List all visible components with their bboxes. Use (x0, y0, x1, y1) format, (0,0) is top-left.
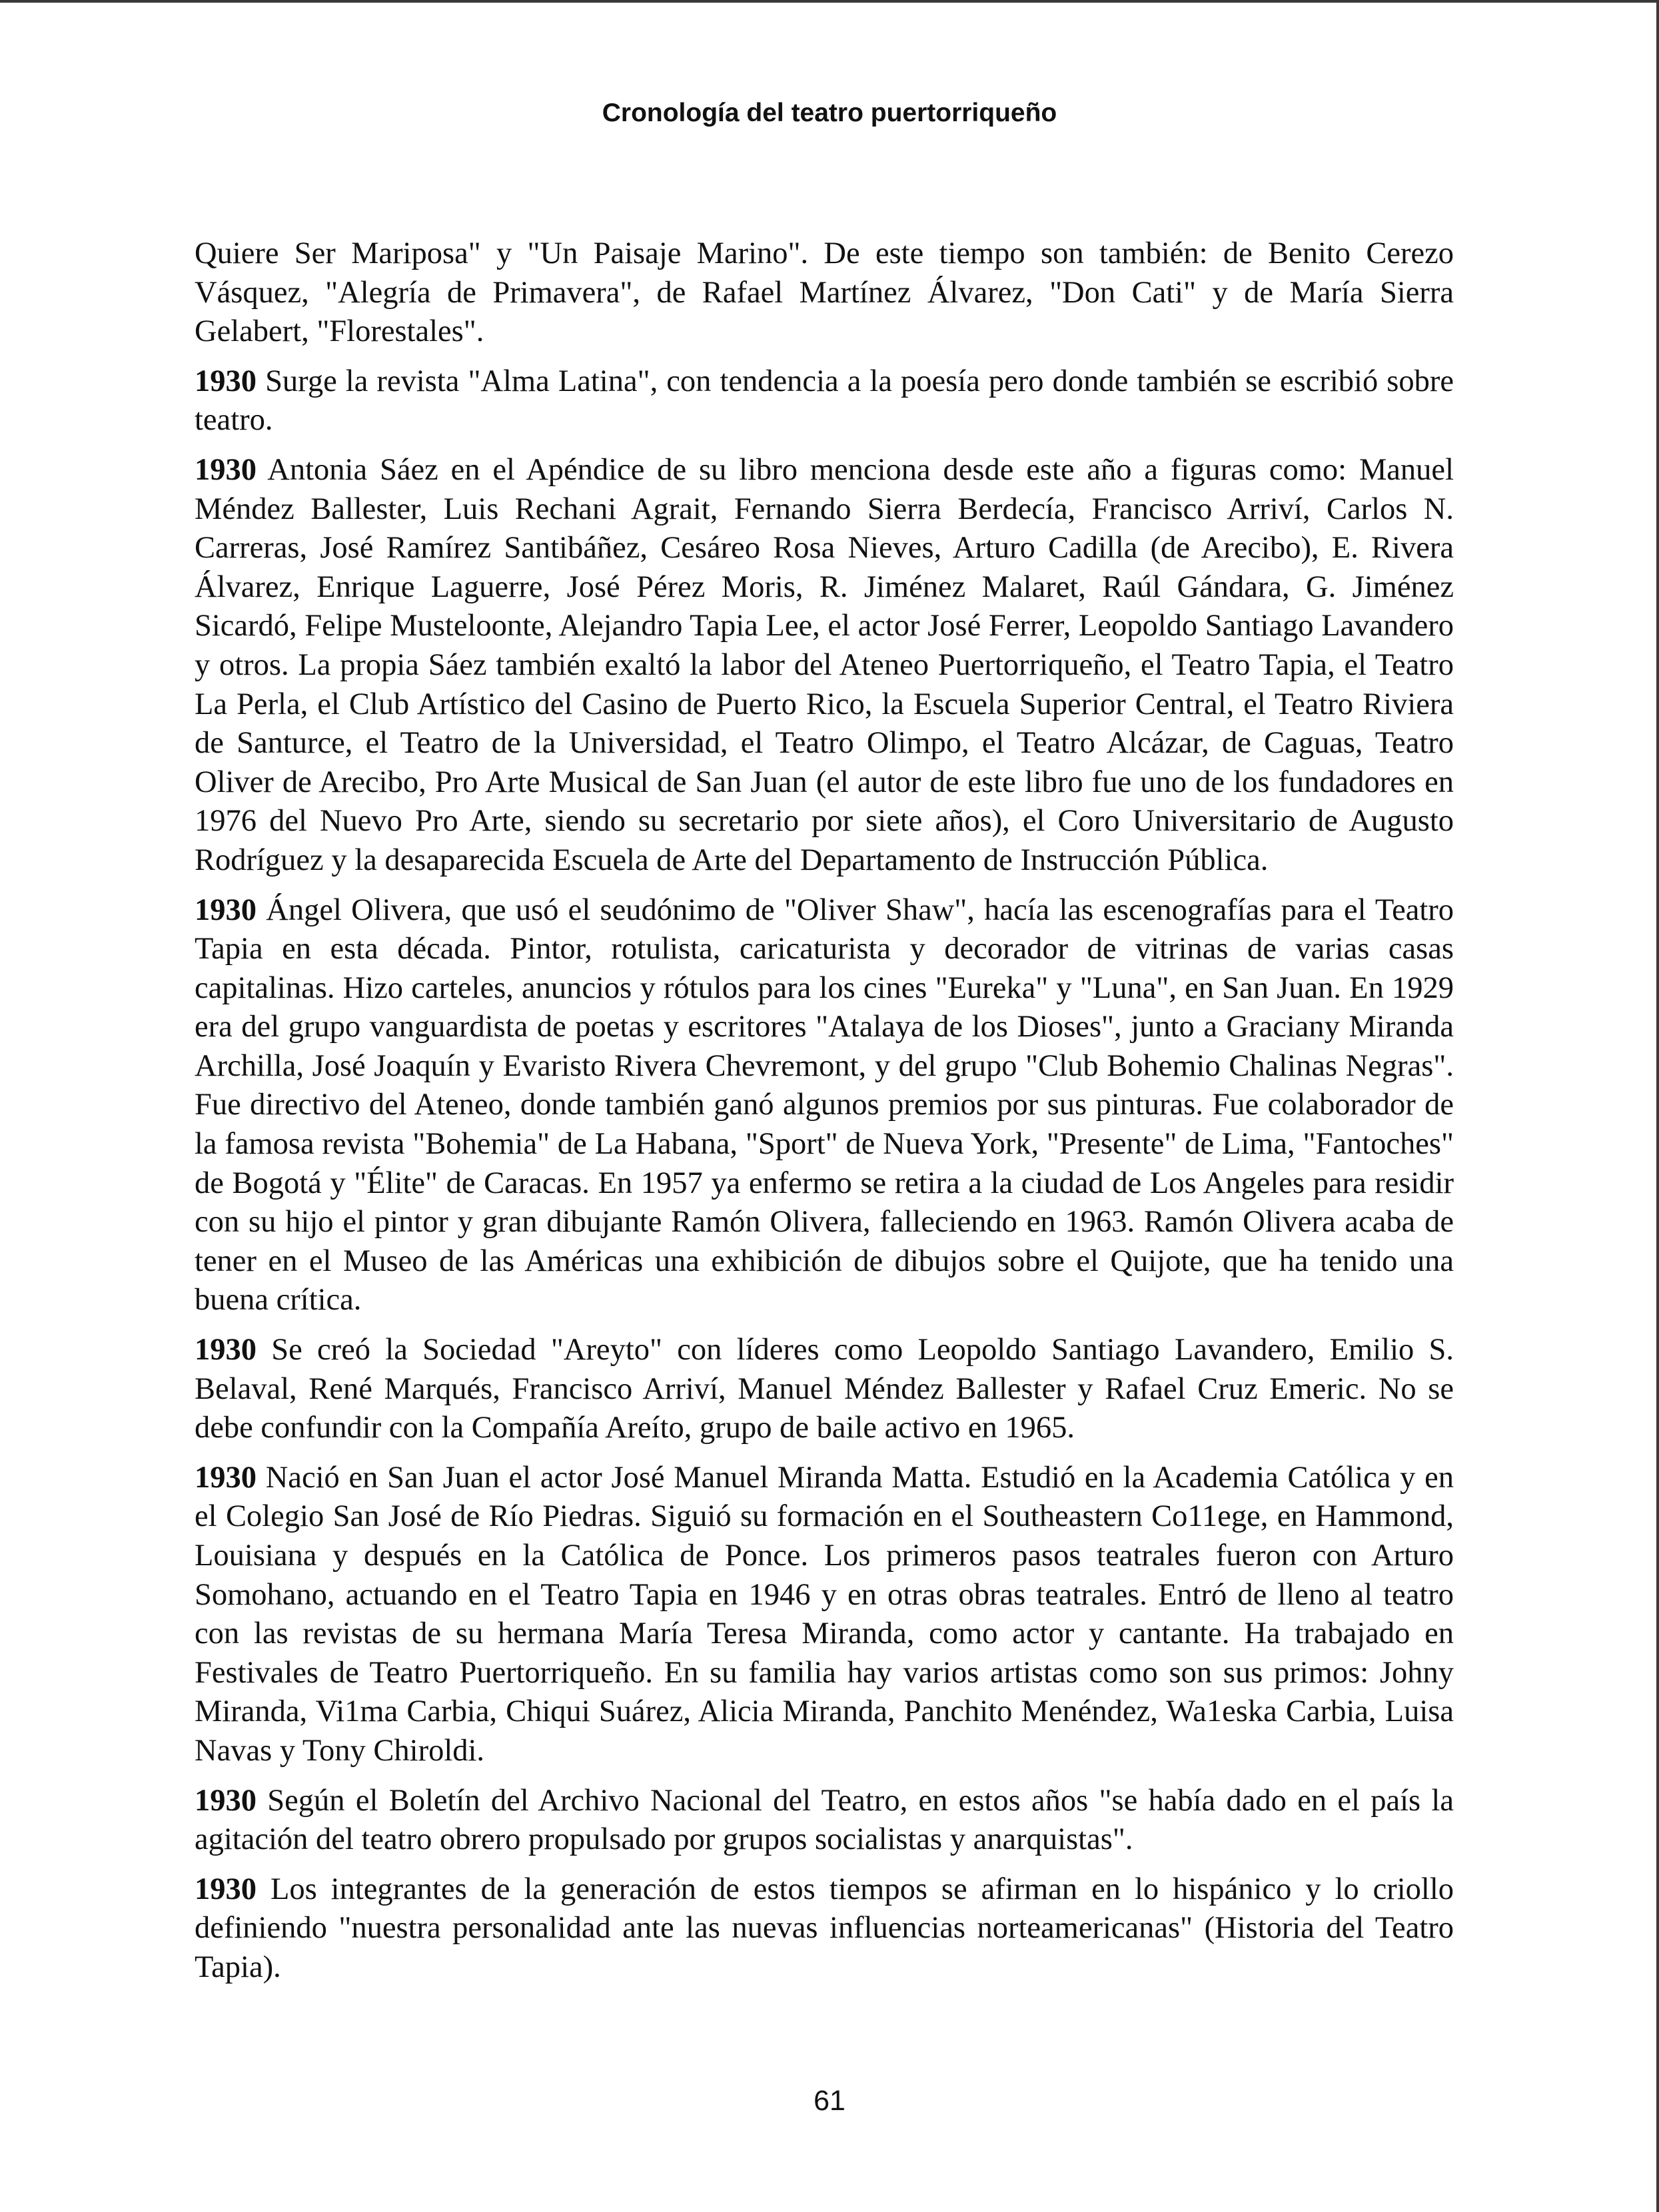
scan-edge-right (1656, 0, 1659, 2212)
page-number: 61 (814, 2085, 845, 2117)
page-body (195, 234, 1454, 1998)
entry-year: 1930 (195, 452, 257, 487)
continuation-paragraph: Quiere Ser Mariposa" y "Un Paisaje Marino". De este tiempo son también: de Benito Cerezo Vásquez, "Alegría de Primavera", de Rafael Martínez Álvarez, "Don Cati" y de María Sierra Gelabert, "Florestales". (195, 236, 1454, 349)
entry-text: Nació en San Juan el actor José Manuel Miranda Matta. Estudió en la Academia Católica y en el Colegio San José de Río Piedras. Siguió su formación en el Southeastern Co11ege, en Hammond, Louisiana y después en la Católica de Ponce. Los primeros pasos teatrales fueron con Arturo Somohano, actuando en el Teatro Tapia en 1946 y en otras obras teatrales. Entró de lleno al teatro con las revistas de su hermana María Teresa Miranda, como actor y cantante. Ha trabajado en Festivales de Teatro Puertorriqueño. En su familia hay varios artistas como son sus primos: Johny Miranda, Vi1ma Carbia, Chiqui Suárez, Alicia Miranda, Panchito Menéndez, Wa1eska Carbia, Luisa Navas y Tony Chiroldi. (195, 1460, 1454, 1768)
entry-text: Se creó la Sociedad "Areyto" con líderes como Leopoldo Santiago Lavandero, Emilio S. Belaval, René Marqués, Francisco Arriví, Manuel Méndez Ballester y Rafael Cruz Emeric. No se debe confundir con la Compañía Areíto, grupo de baile activo en 1965. (195, 1333, 1454, 1445)
entry-paragraph (195, 451, 1454, 881)
entry-year: 1930 (195, 893, 257, 927)
entry-year: 1930 (195, 1333, 257, 1367)
scan-edge-top (0, 0, 1659, 3)
entry-paragraph (195, 1331, 1454, 1448)
entry-paragraph (195, 362, 1454, 440)
running-head: Cronología del teatro puertorriqueño (602, 99, 1057, 127)
entry-paragraph (195, 891, 1454, 1321)
entry-paragraph (195, 1782, 1454, 1860)
entry-text: Antonia Sáez en el Apéndice de su libro menciona desde este año a figuras como: Manuel Méndez Ballester, Luis Rechani Agrait, Fernando Sierra Berdecía, Francisco Arriví, Carlos N. Carreras, José Ramírez Santibáñez, Cesáreo Rosa Nieves, Arturo Cadilla (de Arecibo), E. Rivera Álvarez, Enrique Laguerre, José Pérez Moris, R. Jiménez Malaret, Raúl Gándara, G. Jiménez Sicardó, Felipe Musteloonte, Alejandro Tapia Lee, el actor José Ferrer, Leopoldo Santiago Lavandero y otros. La propia Sáez también exaltó la labor del Ateneo Puertorriqueño, el Teatro Tapia, el Teatro La Perla, el Club Artístico del Casino de Puerto Rico, la Escuela Superior Central, el Teatro Riviera de Santurce, el Teatro de la Universidad, el Teatro Olimpo, el Teatro Alcázar, de Caguas, Teatro Oliver de Arecibo, Pro Arte Musical de San Juan (el autor de este libro fue uno de los fundadores en 1976 del Nuevo Pro Arte, siendo su secretario por siete años), el Coro Universitario de Augusto Rodríguez y la desaparecida Escuela de Arte del Departamento de Instrucción Pública. (195, 452, 1454, 877)
entry-year: 1930 (195, 364, 257, 398)
entry-paragraph (195, 1870, 1454, 1988)
entry-year: 1930 (195, 1783, 257, 1818)
entry-text: Los integrantes de la generación de estos tiempos se afirman en lo hispánico y lo criollo definiendo "nuestra personalidad ante las nuevas influencias norteamericanas" (Historia del Teatro Tapia). (195, 1872, 1454, 1984)
entry-year: 1930 (195, 1460, 257, 1495)
entry-paragraph (195, 1459, 1454, 1771)
entry-text: Ángel Olivera, que usó el seudónimo de "Oliver Shaw", hacía las escenografías para el Teatro Tapia en esta década. Pintor, rotulista, caricaturista y decorador de vitrinas de varias casas capitalinas. Hizo carteles, anuncios y rótulos para los cines "Eureka" y "Luna", en San Juan. En 1929 era del grupo vanguardista de poetas y escritores "Atalaya de los Dioses", junto a Graciany Miranda Archilla, José Joaquín y Evaristo Rivera Chevremont, y del grupo "Club Bohemio Chalinas Negras". Fue directivo del Ateneo, donde también ganó algunos premios por sus pinturas. Fue colaborador de la famosa revista "Bohemia" de La Habana, "Sport" de Nueva York, "Presente" de Lima, "Fantoches" de Bogotá y "Élite" de Caracas. En 1957 ya enfermo se retira a la ciudad de Los Angeles para residir con su hijo el pintor y gran dibujante Ramón Olivera, falleciendo en 1963. Ramón Olivera acaba de tener en el Museo de las Américas una exhibición de dibujos sobre el Quijote, que ha tenido una buena crítica. (195, 893, 1454, 1317)
entry-year: 1930 (195, 1872, 257, 1906)
entry-text: Surge la revista "Alma Latina", con tendencia a la poesía pero donde también se escribió sobre teatro. (195, 364, 1454, 438)
entry-text: Según el Boletín del Archivo Nacional del Teatro, en estos años "se había dado en el país la agitación del teatro obrero propulsado por grupos socialistas y anarquistas". (195, 1783, 1454, 1857)
